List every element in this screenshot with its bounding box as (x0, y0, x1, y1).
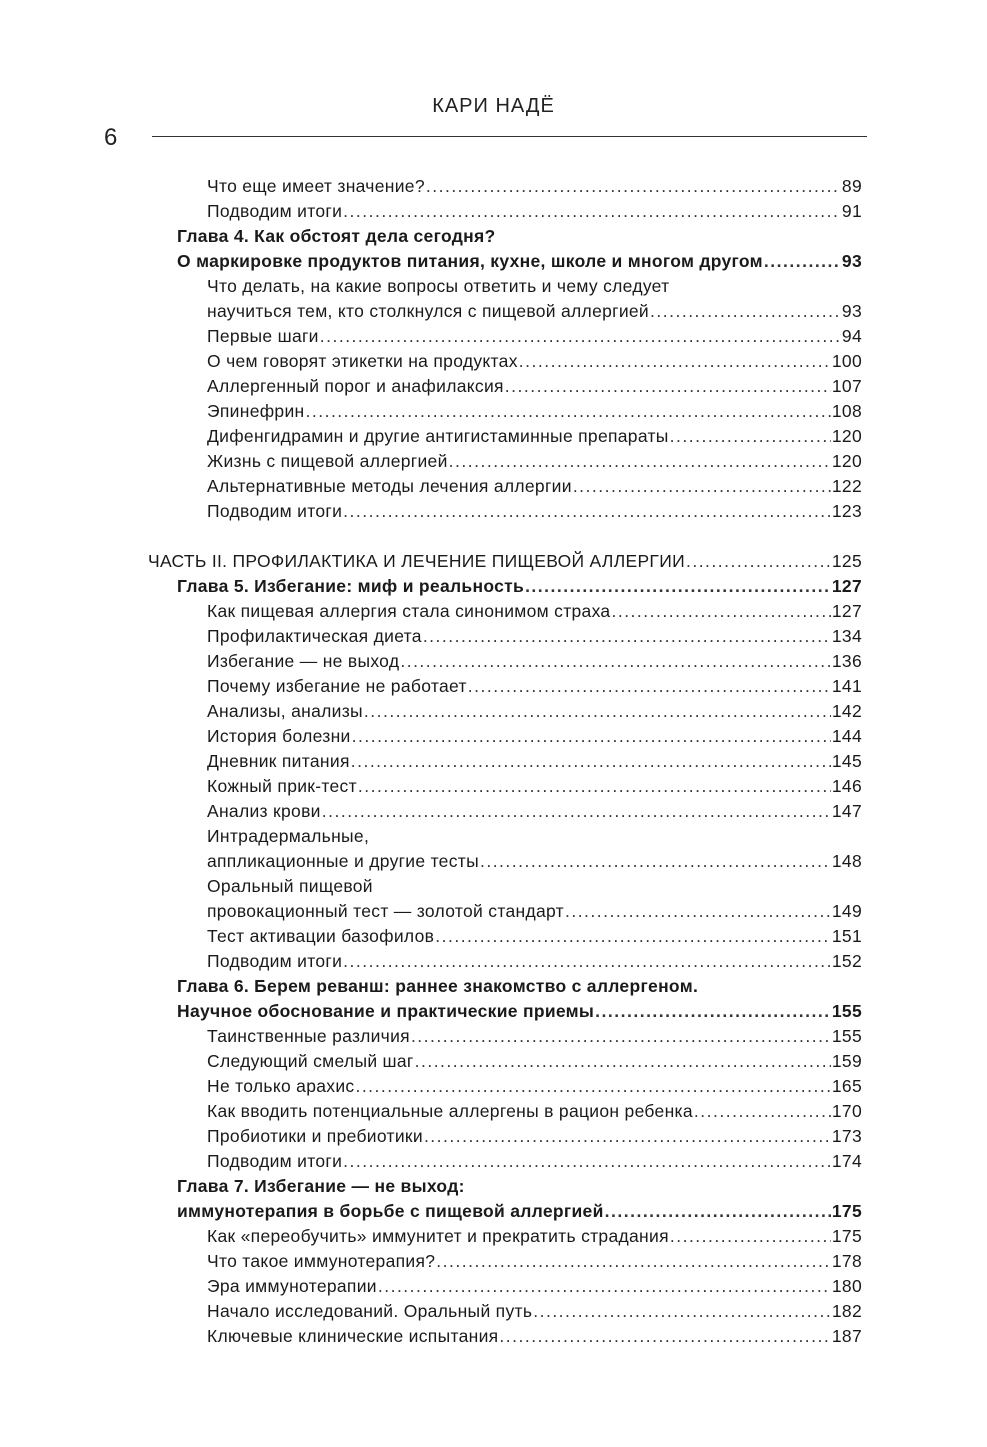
toc-entry-page: 89 (841, 176, 862, 196)
toc-entry (0, 1199, 987, 1224)
toc-entry-line (207, 424, 987, 449)
toc-entry-page: 173 (831, 1126, 862, 1146)
toc-entry-title: провокационный тест — золотой стандарт (207, 901, 564, 921)
toc-dot-leader (650, 299, 841, 324)
toc-entry-line (207, 1224, 987, 1249)
toc-entry-page: 175 (831, 1226, 862, 1246)
toc-entry-page: 155 (831, 1001, 862, 1021)
toc-entry-page: 127 (831, 601, 862, 621)
toc-entry-title: О маркировке продуктов питания, кухне, школе и многом другом (177, 251, 763, 271)
toc-dot-leader (343, 199, 841, 224)
toc-entry-title: Как «переобучить» иммунитет и прекратить страдания (207, 1226, 669, 1246)
toc-entry-title: Что еще имеет значение? (207, 176, 425, 196)
toc-entry-title: Таинственные различия (207, 1026, 410, 1046)
toc-entry-title: Интрадермальные, (207, 826, 370, 846)
toc-entry-page: 122 (831, 476, 862, 496)
toc-entry (0, 1024, 987, 1049)
toc-entry (0, 624, 987, 649)
toc-entry (0, 1099, 987, 1124)
toc-entry (0, 274, 987, 299)
toc-entry-page: 165 (831, 1076, 862, 1096)
toc-entry-title: Подводим итоги (207, 1151, 343, 1171)
toc-entry (0, 1149, 987, 1174)
toc-entry-line (177, 1174, 987, 1199)
toc-entry (0, 424, 987, 449)
toc-entry-page: 141 (831, 676, 862, 696)
toc-entry (0, 799, 987, 824)
toc-entry-line (207, 1099, 987, 1124)
toc-entry-title: Пробиотики и пребиотики (207, 1126, 423, 1146)
toc-entry-title: Глава 7. Избегание — не выход: (177, 1176, 465, 1196)
toc-entry (0, 924, 987, 949)
toc-entry-line (207, 699, 987, 724)
toc-entry-line (177, 249, 987, 274)
toc-entry-title: История болезни (207, 726, 351, 746)
toc-entry (0, 774, 987, 799)
toc-entry-page: 146 (831, 776, 862, 796)
toc-dot-leader (351, 749, 831, 774)
toc-dot-leader (322, 799, 831, 824)
toc-entry-page: 151 (831, 926, 862, 946)
toc-dot-leader (343, 499, 831, 524)
toc-entry-page: 120 (831, 426, 862, 446)
toc-dot-leader (670, 1224, 831, 1249)
toc-dot-leader (611, 599, 830, 624)
toc-dot-leader (436, 1249, 831, 1274)
toc-entry-line (207, 324, 987, 349)
table-of-contents (0, 174, 987, 1349)
toc-entry-line (207, 849, 987, 874)
toc-entry-line (207, 449, 987, 474)
toc-dot-leader (694, 1099, 831, 1124)
toc-entry-line (207, 874, 987, 899)
toc-entry (0, 449, 987, 474)
toc-entry-page: 142 (831, 701, 862, 721)
toc-entry-title: Научное обоснование и практические приемы (177, 1001, 595, 1021)
toc-entry-line (177, 224, 987, 249)
toc-entry-title: Ключевые клинические испытания (207, 1326, 499, 1346)
toc-entry-page: 145 (831, 751, 862, 771)
toc-entry-title: О чем говорят этикетки на продуктах (207, 351, 518, 371)
toc-entry-line (207, 1324, 987, 1349)
toc-dot-leader (423, 624, 831, 649)
toc-entry-page: 187 (831, 1326, 862, 1346)
toc-entry (0, 899, 987, 924)
toc-entry-title: Избегание — не выход (207, 651, 400, 671)
toc-dot-leader (320, 324, 841, 349)
toc-dot-leader (686, 549, 831, 574)
toc-entry (0, 374, 987, 399)
toc-entry-page: 120 (831, 451, 862, 471)
toc-entry-line (177, 974, 987, 999)
toc-entry-title: Дневник питания (207, 751, 350, 771)
toc-entry-title: Подводим итоги (207, 201, 343, 221)
toc-entry-title: ЧАСТЬ II. ПРОФИЛАКТИКА И ЛЕЧЕНИЕ ПИЩЕВОЙ АЛЛЕРГИИ (148, 551, 685, 571)
toc-dot-leader (435, 924, 831, 949)
toc-entry-title: Анализы, анализы (207, 701, 363, 721)
toc-entry (0, 999, 987, 1024)
toc-entry-line (207, 824, 987, 849)
toc-entry-line (207, 1124, 987, 1149)
toc-entry-page: 178 (831, 1251, 862, 1271)
toc-entry-title: иммунотерапия в борьбе с пищевой аллергией (177, 1201, 604, 1221)
toc-entry (0, 949, 987, 974)
toc-entry (0, 574, 987, 599)
toc-dot-leader (358, 774, 831, 799)
toc-entry-title: Подводим итоги (207, 951, 343, 971)
toc-entry (0, 224, 987, 249)
toc-dot-leader (499, 1324, 830, 1349)
toc-dot-leader (573, 474, 831, 499)
toc-entry-line (207, 1024, 987, 1049)
toc-entry-line (207, 174, 987, 199)
toc-entry (0, 1224, 987, 1249)
toc-entry-page: 107 (831, 376, 862, 396)
toc-entry-page: 147 (831, 801, 862, 821)
toc-entry (0, 1249, 987, 1274)
toc-entry (0, 1049, 987, 1074)
toc-entry (0, 1174, 987, 1199)
toc-entry-page: 152 (831, 951, 862, 971)
toc-dot-leader (355, 1074, 830, 1099)
toc-entry (0, 549, 987, 574)
toc-entry-page: 170 (831, 1101, 862, 1121)
toc-dot-leader (468, 674, 831, 699)
toc-dot-leader (378, 1274, 831, 1299)
toc-dot-leader (605, 1199, 831, 1224)
toc-entry (0, 1299, 987, 1324)
toc-entry (0, 174, 987, 199)
toc-entry-title: Эпинефрин (207, 401, 305, 421)
toc-entry (0, 599, 987, 624)
toc-entry-title: Глава 6. Берем реванш: раннее знакомство с аллергеном. (177, 976, 699, 996)
toc-entry-page: 175 (831, 1201, 862, 1221)
toc-dot-leader (505, 374, 831, 399)
toc-dot-leader (426, 174, 841, 199)
header-rule (152, 136, 867, 137)
toc-entry-line (207, 274, 987, 299)
toc-entry-title: Как вводить потенциальные аллергены в рацион ребенка (207, 1101, 693, 1121)
toc-entry (0, 749, 987, 774)
toc-entry-title: Следующий смелый шаг (207, 1051, 414, 1071)
toc-entry-title: Альтернативные методы лечения аллергии (207, 476, 572, 496)
toc-entry-line (207, 399, 987, 424)
toc-entry-title: аппликационные и другие тесты (207, 851, 479, 871)
toc-entry-page: 91 (841, 201, 862, 221)
toc-entry (0, 649, 987, 674)
toc-entry-title: Анализ крови (207, 801, 321, 821)
toc-entry-page: 144 (831, 726, 862, 746)
toc-dot-leader (525, 574, 831, 599)
toc-dot-leader (411, 1024, 831, 1049)
toc-entry-title: Глава 5. Избегание: миф и реальность (177, 576, 525, 596)
toc-entry-title: Аллергенный порог и анафилаксия (207, 376, 504, 396)
toc-entry-title: Тест активации базофилов (207, 926, 435, 946)
toc-entry-line (207, 299, 987, 324)
toc-entry-line (207, 924, 987, 949)
toc-entry-title: Как пищевая аллергия стала синонимом страха (207, 601, 611, 621)
toc-dot-leader (519, 349, 831, 374)
toc-entry-page: 148 (831, 851, 862, 871)
toc-entry (0, 299, 987, 324)
toc-dot-leader (424, 1124, 831, 1149)
toc-entry-page: 123 (831, 501, 862, 521)
toc-entry-title: Эра иммунотерапии (207, 1276, 377, 1296)
toc-entry-line (148, 549, 987, 574)
toc-entry (0, 1124, 987, 1149)
toc-entry-title: Профилактическая диета (207, 626, 422, 646)
toc-entry-line (207, 1074, 987, 1099)
toc-entry (0, 249, 987, 274)
toc-entry-title: Начало исследований. Оральный путь (207, 1301, 533, 1321)
toc-entry-line (207, 1274, 987, 1299)
toc-entry-page: 93 (841, 251, 862, 271)
toc-entry (0, 824, 987, 849)
toc-entry (0, 699, 987, 724)
toc-entry-title: Не только арахис (207, 1076, 355, 1096)
toc-entry-page: 127 (831, 576, 862, 596)
toc-entry-line (207, 1249, 987, 1274)
toc-entry-line (207, 1049, 987, 1074)
toc-entry-page: 155 (831, 1026, 862, 1046)
toc-entry-line (207, 199, 987, 224)
toc-entry-page: 100 (831, 351, 862, 371)
toc-entry-line (177, 999, 987, 1024)
toc-dot-leader (565, 899, 831, 924)
toc-entry-page: 125 (831, 551, 862, 571)
toc-entry-line (207, 499, 987, 524)
toc-entry-title: Жизнь с пищевой аллергией (207, 451, 448, 471)
toc-entry (0, 349, 987, 374)
toc-dot-leader (595, 999, 831, 1024)
toc-entry (0, 1324, 987, 1349)
toc-entry-line (207, 374, 987, 399)
toc-entry-line (207, 624, 987, 649)
toc-entry-page: 174 (831, 1151, 862, 1171)
toc-entry-line (207, 949, 987, 974)
toc-entry-line (207, 599, 987, 624)
toc-entry-title: Дифенгидрамин и другие антигистаминные препараты (207, 426, 669, 446)
toc-entry-line (207, 649, 987, 674)
toc-entry (0, 1074, 987, 1099)
toc-dot-leader (533, 1299, 831, 1324)
toc-entry-line (177, 1199, 987, 1224)
toc-entry (0, 499, 987, 524)
toc-entry-line (207, 1299, 987, 1324)
toc-entry-line (207, 349, 987, 374)
toc-entry (0, 849, 987, 874)
toc-entry-line (207, 1149, 987, 1174)
toc-entry-page: 180 (831, 1276, 862, 1296)
toc-dot-leader (400, 649, 831, 674)
toc-entry (0, 724, 987, 749)
toc-entry-page: 94 (841, 326, 862, 346)
toc-dot-leader (343, 1149, 831, 1174)
toc-entry-page: 108 (831, 401, 862, 421)
toc-entry-title: Оральный пищевой (207, 876, 373, 896)
toc-entry-line (207, 799, 987, 824)
toc-entry-title: Кожный прик-тест (207, 776, 357, 796)
toc-entry-page: 134 (831, 626, 862, 646)
toc-dot-leader (670, 424, 831, 449)
toc-entry-line (207, 724, 987, 749)
toc-entry-title: Глава 4. Как обстоят дела сегодня? (177, 226, 496, 246)
toc-dot-leader (364, 699, 831, 724)
toc-dot-leader (415, 1049, 831, 1074)
toc-entry-page: 136 (831, 651, 862, 671)
toc-dot-leader (352, 724, 831, 749)
toc-entry-line (207, 674, 987, 699)
toc-entry-page: 182 (831, 1301, 862, 1321)
toc-entry (0, 399, 987, 424)
toc-entry-line (207, 899, 987, 924)
toc-entry (0, 324, 987, 349)
toc-entry (0, 674, 987, 699)
toc-entry (0, 974, 987, 999)
page-number: 6 (104, 124, 118, 151)
toc-dot-leader (480, 849, 831, 874)
toc-entry (0, 474, 987, 499)
toc-entry (0, 199, 987, 224)
toc-entry-title: Первые шаги (207, 326, 319, 346)
toc-entry-title: Почему избегание не работает (207, 676, 467, 696)
toc-entry (0, 874, 987, 899)
toc-entry-line (177, 574, 987, 599)
toc-entry-line (207, 749, 987, 774)
toc-entry-page: 93 (841, 301, 862, 321)
running-head: КАРИ НАДЁ (432, 95, 555, 117)
toc-entry (0, 1274, 987, 1299)
toc-entry-page: 159 (831, 1051, 862, 1071)
toc-entry-line (207, 474, 987, 499)
toc-dot-leader (449, 449, 831, 474)
toc-entry-title: Что такое иммунотерапия? (207, 1251, 436, 1271)
toc-entry-line (207, 774, 987, 799)
toc-dot-leader (343, 949, 831, 974)
toc-entry-title: научиться тем, кто столкнулся с пищевой аллергией (207, 301, 650, 321)
toc-entry-title: Подводим итоги (207, 501, 343, 521)
toc-dot-leader (764, 249, 841, 274)
toc-entry-page: 149 (831, 901, 862, 921)
toc-entry-title: Что делать, на какие вопросы ответить и чему следует (207, 276, 670, 296)
toc-dot-leader (306, 399, 831, 424)
